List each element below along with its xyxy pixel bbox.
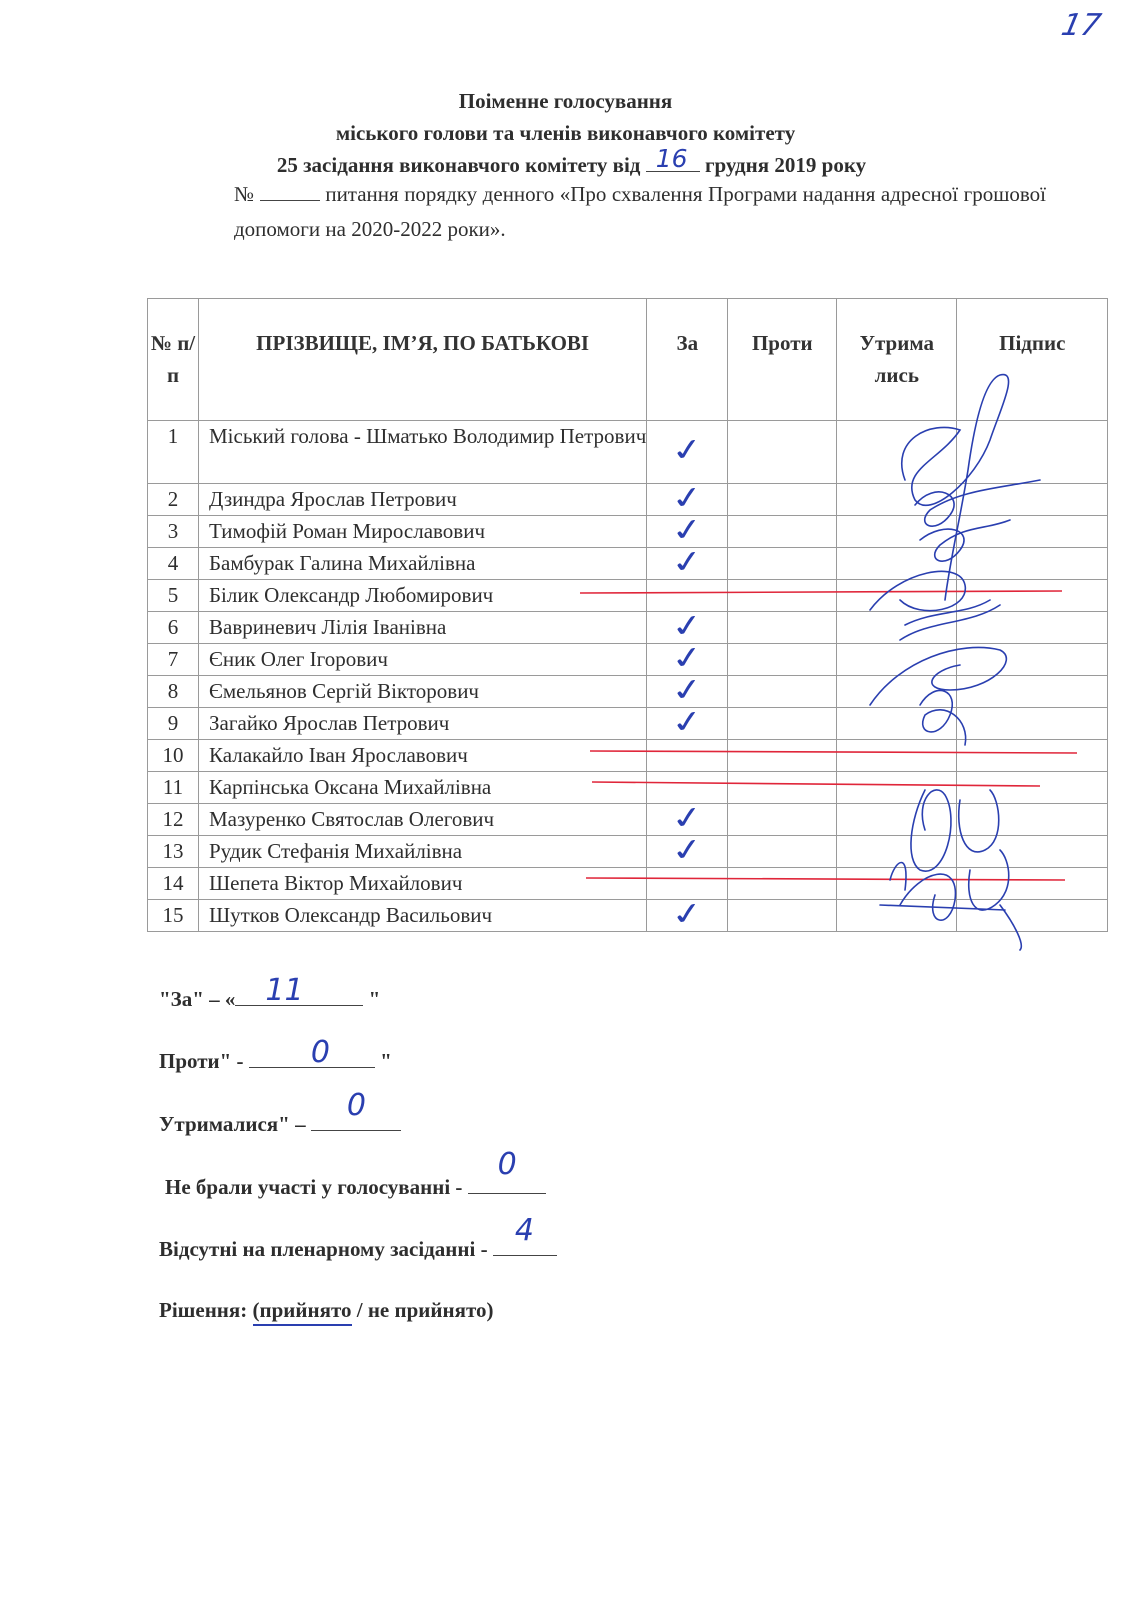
checkmark-icon: ✓ xyxy=(667,799,707,837)
meeting-label: 25 засідання виконавчого комітету від xyxy=(276,153,641,177)
vote-abstain-cell xyxy=(837,580,957,612)
summary-not-voted-value: 0 xyxy=(497,1147,517,1182)
vote-abstain-cell xyxy=(837,676,957,708)
vote-for-cell xyxy=(647,831,728,869)
vote-for-cell xyxy=(647,868,728,900)
table-row xyxy=(148,421,1108,484)
header-num: № п/п xyxy=(148,299,199,421)
summary-not-voted-field xyxy=(468,1147,546,1194)
summary-not-voted-label: Не брали участі у голосуванні - xyxy=(165,1175,463,1199)
vote-for-cell xyxy=(647,421,728,484)
agenda-item xyxy=(234,177,1046,247)
vote-against-cell xyxy=(728,836,837,868)
vote-for-cell xyxy=(647,703,728,741)
member-number: 12 xyxy=(148,804,199,836)
vote-against-cell xyxy=(728,740,837,772)
member-number: 8 xyxy=(148,676,199,708)
summary-against-label: Проти" - xyxy=(159,1049,244,1073)
member-name: Бамбурак Галина Михайлівна xyxy=(199,548,647,580)
signature-cell xyxy=(957,804,1108,836)
checkmark-icon: ✓ xyxy=(667,831,707,869)
member-name: Вавриневич Лілія Іванівна xyxy=(199,612,647,644)
vote-for-cell xyxy=(647,740,728,772)
agenda-number-sign: № xyxy=(234,182,255,206)
vote-against-cell xyxy=(728,580,837,612)
vote-against-cell xyxy=(728,900,837,932)
member-name: Шепета Віктор Михайлович xyxy=(199,868,647,900)
vote-against-cell xyxy=(728,708,837,740)
member-number: 15 xyxy=(148,900,199,932)
member-number: 13 xyxy=(148,836,199,868)
signature-cell xyxy=(957,516,1108,548)
signature-cell xyxy=(957,676,1108,708)
summary-absent xyxy=(159,1213,557,1262)
summary-decision xyxy=(159,1298,493,1323)
member-number: 3 xyxy=(148,516,199,548)
header-for: За xyxy=(647,299,728,421)
table-row xyxy=(148,644,1108,676)
member-name: Міський голова - Шматько Володимир Петрович xyxy=(199,421,647,484)
checkmark-icon: ✓ xyxy=(667,895,707,933)
table-header-row xyxy=(148,299,1108,421)
vote-for-cell xyxy=(647,639,728,677)
member-number: 9 xyxy=(148,708,199,740)
summary-abstain-field xyxy=(311,1088,401,1131)
member-name: Калакайло Іван Ярославович xyxy=(199,740,647,772)
header-signature: Підпис xyxy=(957,299,1108,421)
vote-against-cell xyxy=(728,804,837,836)
decision-adopted: (прийнято xyxy=(253,1298,352,1326)
table-row xyxy=(148,772,1108,804)
member-number: 5 xyxy=(148,580,199,612)
date-day-value: 16 xyxy=(655,144,688,173)
summary-against xyxy=(159,1035,392,1074)
member-name: Дзиндра Ярослав Петрович xyxy=(199,484,647,516)
table-row xyxy=(148,612,1108,644)
signature-cell xyxy=(957,900,1108,932)
vote-for-cell xyxy=(647,895,728,933)
vote-against-cell xyxy=(728,421,837,484)
checkmark-icon: ✓ xyxy=(667,607,707,645)
checkmark-icon: ✓ xyxy=(667,511,707,549)
member-name: Карпінська Оксана Михайлівна xyxy=(199,772,647,804)
signature-cell xyxy=(957,772,1108,804)
vote-abstain-cell xyxy=(837,516,957,548)
summary-for-field xyxy=(235,973,363,1008)
signature-cell xyxy=(957,708,1108,740)
member-number: 6 xyxy=(148,612,199,644)
vote-for-cell xyxy=(647,671,728,709)
header-name: ПРІЗВИЩЕ, ІМ’Я, ПО БАТЬКОВІ xyxy=(199,299,647,421)
signature-cell xyxy=(957,421,1108,484)
vote-for-cell xyxy=(647,799,728,837)
member-number: 7 xyxy=(148,644,199,676)
table-row xyxy=(148,708,1108,740)
table-row xyxy=(148,676,1108,708)
vote-against-cell xyxy=(728,676,837,708)
table-row xyxy=(148,516,1108,548)
table-row xyxy=(148,580,1108,612)
header-against: Проти xyxy=(728,299,837,421)
vote-abstain-cell xyxy=(837,740,957,772)
member-name: Ємельянов Сергій Вікторович xyxy=(199,676,647,708)
summary-absent-label: Відсутні на пленарному засіданні - xyxy=(159,1237,488,1261)
summary-absent-field xyxy=(493,1213,557,1256)
vote-abstain-cell xyxy=(837,484,957,516)
vote-against-cell xyxy=(728,484,837,516)
vote-for-cell xyxy=(647,772,728,804)
member-name: Рудик Стефанія Михайлівна xyxy=(199,836,647,868)
vote-against-cell xyxy=(728,644,837,676)
vote-for-cell xyxy=(647,543,728,581)
title-line-1: Поіменне голосування xyxy=(458,89,673,113)
summary-for-label: "За" – « xyxy=(159,987,236,1011)
vote-against-cell xyxy=(728,772,837,804)
checkmark-icon: ✓ xyxy=(667,543,707,581)
member-number: 2 xyxy=(148,484,199,516)
date-month-year: грудня 2019 року xyxy=(704,153,867,177)
member-name: Єник Олег Ігорович xyxy=(199,644,647,676)
member-number: 1 xyxy=(148,421,199,484)
vote-abstain-cell xyxy=(837,772,957,804)
header-abstain: Утрима лись xyxy=(837,299,957,421)
member-number: 4 xyxy=(148,548,199,580)
vote-against-cell xyxy=(728,548,837,580)
summary-absent-value: 4 xyxy=(514,1213,534,1248)
summary-abstain-label: Утрималися" – xyxy=(159,1112,306,1136)
vote-abstain-cell xyxy=(837,900,957,932)
summary-against-value: 0 xyxy=(310,1035,330,1070)
checkmark-icon: ✓ xyxy=(667,671,707,709)
signature-cell xyxy=(957,868,1108,900)
vote-for-cell xyxy=(647,511,728,549)
decision-rest: / не прийнято) xyxy=(356,1298,494,1322)
vote-rows xyxy=(148,421,1108,932)
vote-for-cell xyxy=(647,580,728,612)
signature-cell xyxy=(957,612,1108,644)
date-day-field xyxy=(646,144,700,173)
summary-for-value: 11 xyxy=(265,973,304,1008)
checkmark-icon: ✓ xyxy=(667,432,707,469)
page-number: 17 xyxy=(1058,8,1104,43)
checkmark-icon: ✓ xyxy=(667,479,707,517)
table-row xyxy=(148,484,1108,516)
member-name: Тимофій Роман Мирославович xyxy=(199,516,647,548)
decision-label: Рішення: xyxy=(159,1298,248,1322)
vote-against-cell xyxy=(728,868,837,900)
signature-cell xyxy=(957,548,1108,580)
vote-abstain-cell xyxy=(837,612,957,644)
agenda-text: питання порядку денного «Про схвалення Програми надання адресної грошової допомоги на 2020-2022 роки». xyxy=(234,182,1047,241)
signature-cell xyxy=(957,836,1108,868)
member-name: Загайко Ярослав Петрович xyxy=(199,708,647,740)
document-title xyxy=(0,85,1131,181)
summary-against-field xyxy=(249,1035,375,1070)
summary-abstain xyxy=(159,1088,401,1137)
summary-against-close: " xyxy=(380,1049,392,1073)
title-line-2: міського голови та членів виконавчого комітету xyxy=(335,121,796,145)
table-row xyxy=(148,804,1108,836)
vote-abstain-cell xyxy=(837,421,957,484)
member-number: 10 xyxy=(148,740,199,772)
signature-cell xyxy=(957,580,1108,612)
member-name: Шутков Олександр Васильович xyxy=(199,900,647,932)
member-number: 14 xyxy=(148,868,199,900)
vote-abstain-cell xyxy=(837,836,957,868)
summary-for-close: " xyxy=(368,987,381,1011)
vote-abstain-cell xyxy=(837,868,957,900)
vote-against-cell xyxy=(728,612,837,644)
member-number: 11 xyxy=(148,772,199,804)
table-row xyxy=(148,868,1108,900)
checkmark-icon: ✓ xyxy=(667,639,707,677)
vote-abstain-cell xyxy=(837,644,957,676)
table-row xyxy=(148,740,1108,772)
signature-cell xyxy=(957,740,1108,772)
checkmark-icon: ✓ xyxy=(667,703,707,741)
vote-abstain-cell xyxy=(837,804,957,836)
table-row xyxy=(148,836,1108,868)
vote-for-cell xyxy=(647,479,728,517)
member-name: Мазуренко Святослав Олегович xyxy=(199,804,647,836)
vote-abstain-cell xyxy=(837,548,957,580)
signature-cell xyxy=(957,484,1108,516)
table-row xyxy=(148,900,1108,932)
summary-abstain-value: 0 xyxy=(346,1088,366,1123)
table-row xyxy=(148,548,1108,580)
agenda-number-blank xyxy=(260,182,320,201)
member-name: Білик Олександр Любомирович xyxy=(199,580,647,612)
vote-for-cell xyxy=(647,607,728,645)
vote-abstain-cell xyxy=(837,708,957,740)
signature-cell xyxy=(957,644,1108,676)
summary-not-voted xyxy=(165,1147,546,1200)
vote-against-cell xyxy=(728,516,837,548)
summary-for xyxy=(159,973,381,1012)
vote-table xyxy=(147,298,1108,932)
